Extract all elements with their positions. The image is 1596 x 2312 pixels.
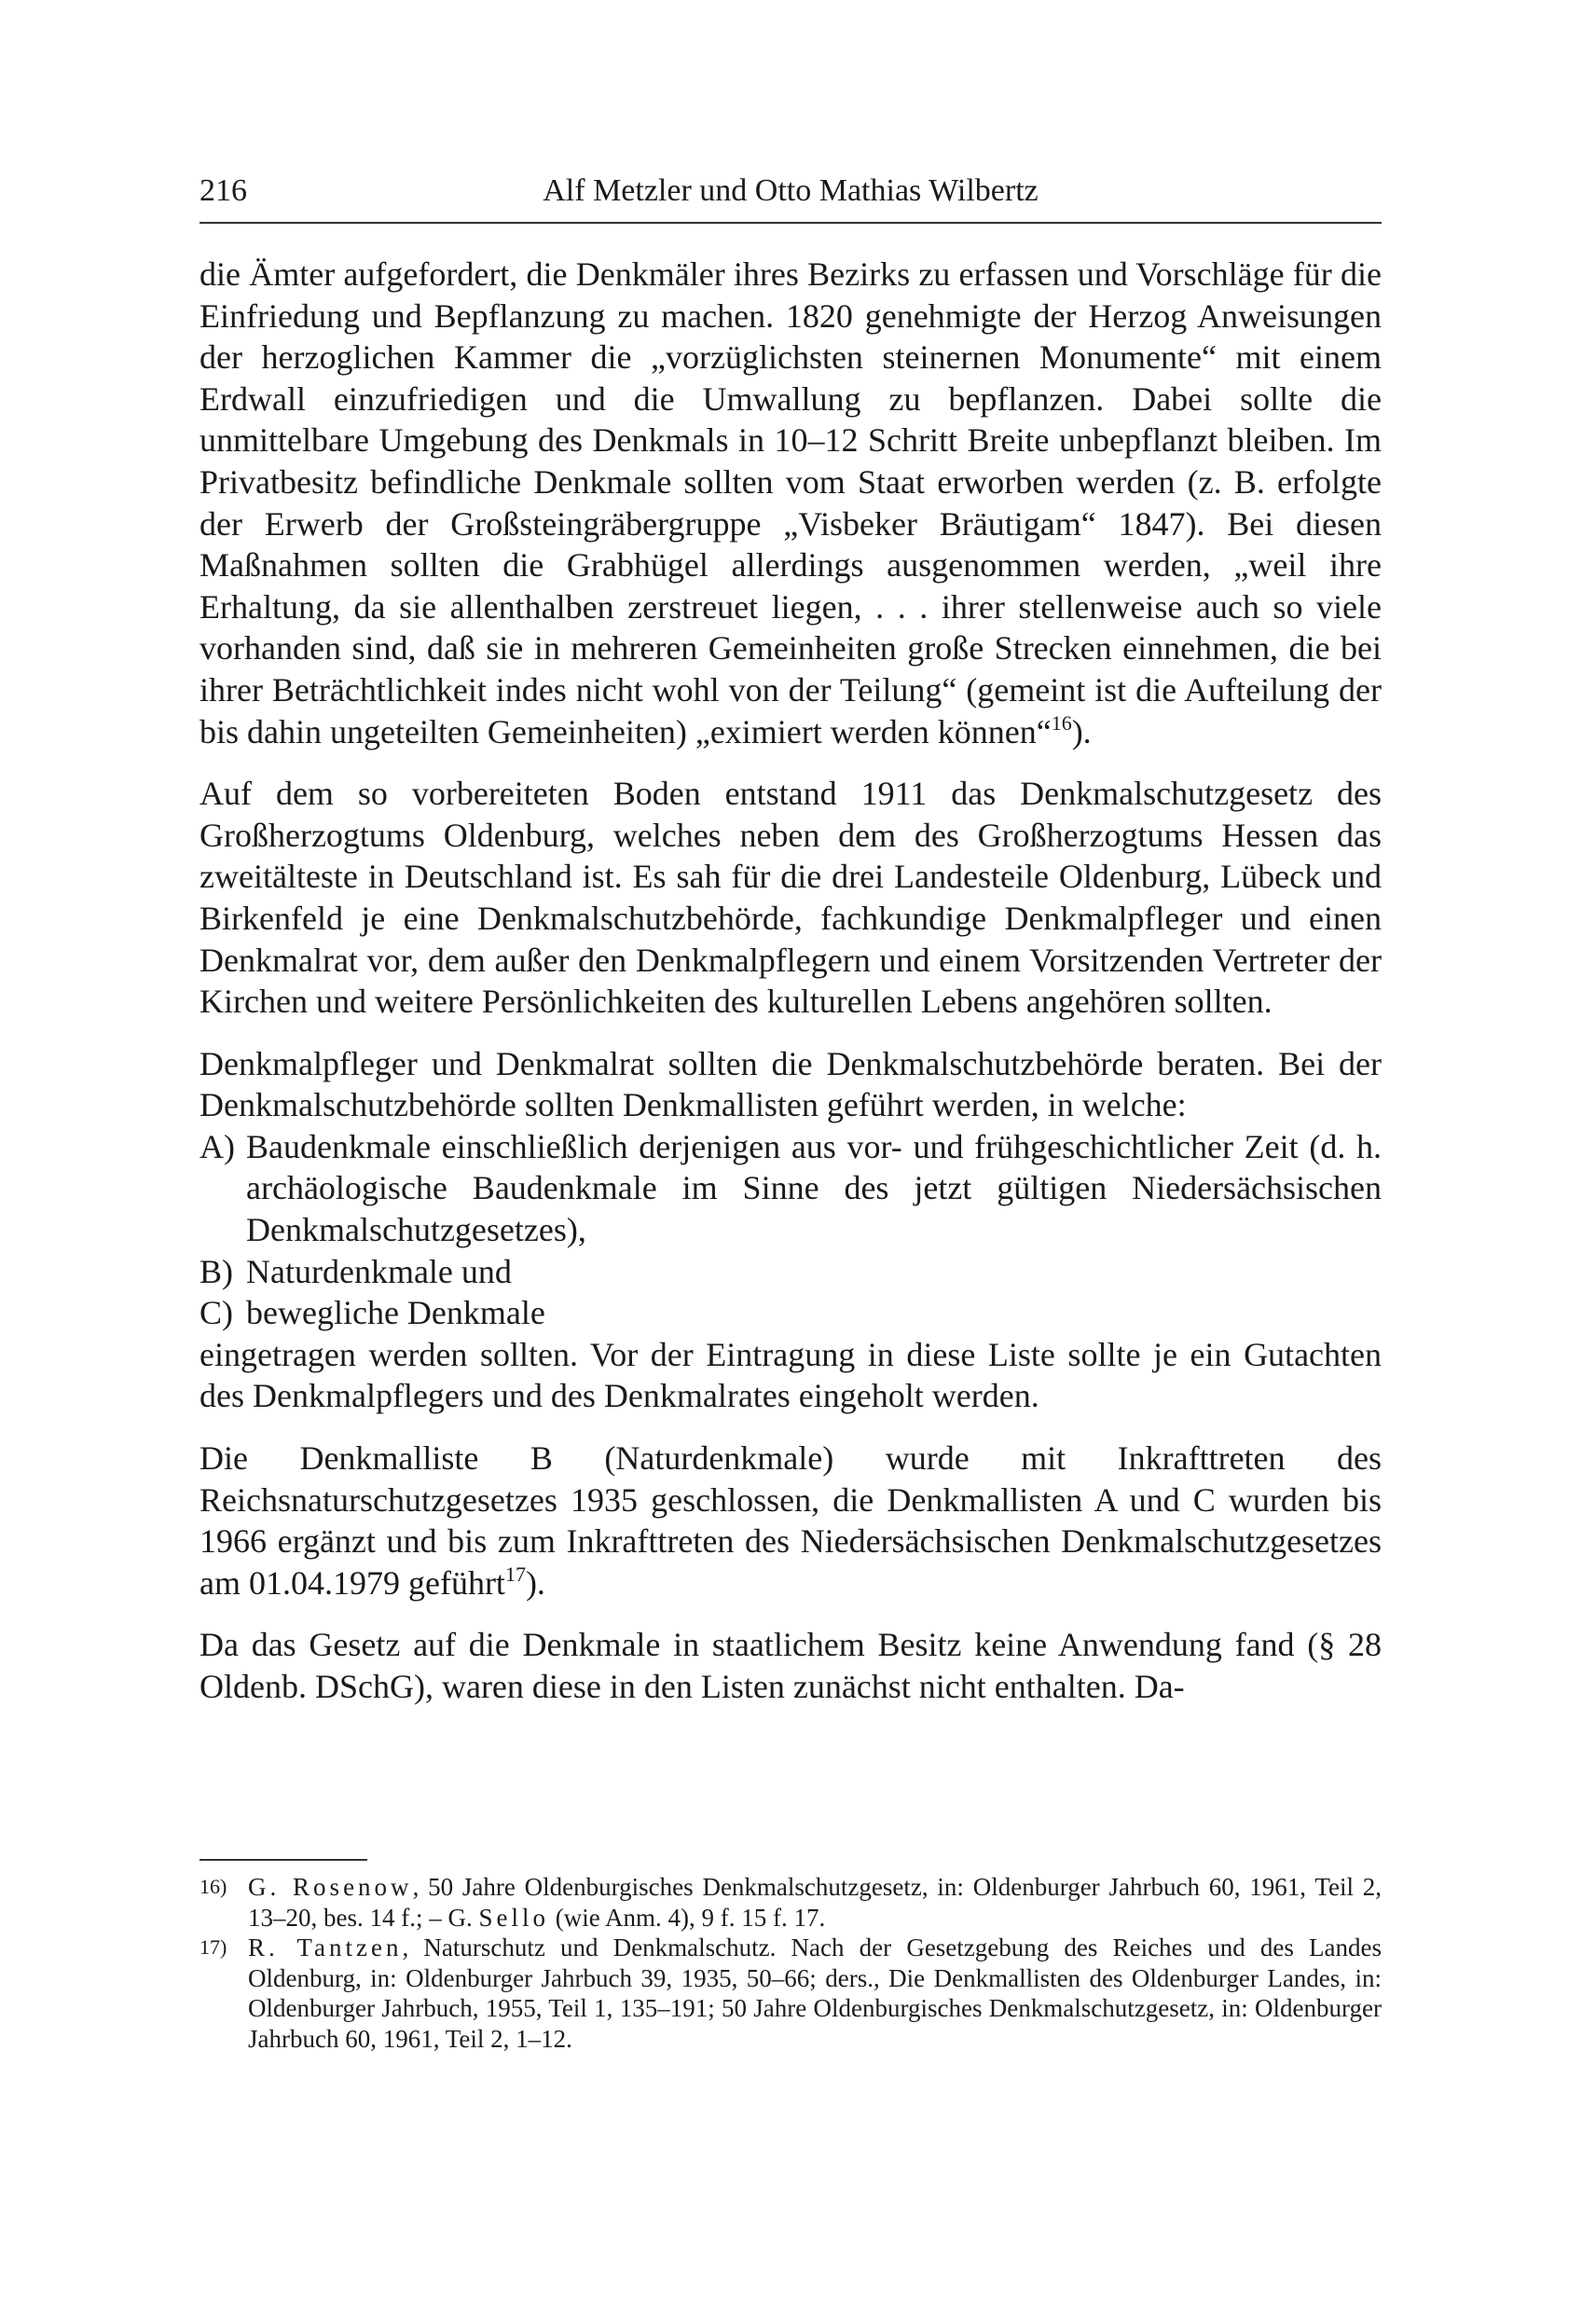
list-item-text: bewegliche Denkmale (246, 1294, 545, 1332)
footnote-rule (200, 1859, 367, 1861)
list-marker: C) (200, 1294, 233, 1332)
footnote-ref-16: 16 (1051, 710, 1072, 735)
footnote-ref-17: 17 (504, 1562, 526, 1586)
footnotes (200, 1872, 1382, 2054)
footnote-17 (200, 1933, 1382, 2054)
page-number: 216 (200, 173, 247, 208)
footnote-text: , Naturschutz und Denkmalschutz. Nach der Gesetzgebung des Reiches und des Landes Oldenburg, in: Oldenburger Jahrbuch 39, 1935, 50–66; ders., Die Denkmallisten des Oldenburger Landes, in: Oldenburger Jahrbuch, 1955, Teil 1, 135–191; 50 Jahre Oldenburgisches Denkmalschutzgesetz, in: Oldenburger Jahrbuch 60, 1961, Teil 2, 1–12. (248, 1934, 1382, 2053)
footnote-author: G. Rosenow (248, 1873, 413, 1901)
paragraph-5 (200, 1438, 1382, 1603)
footnote-text: (wie Anm. 4), 9 f. 15 f. 17. (549, 1903, 826, 1932)
paragraph-6: Da das Gesetz auf die Denkmale in staatlichem Besitz keine Anwendung fand (§ 28 Oldenb. DSchG), waren diese in den Listen zunächst nicht enthalten. Da- (200, 1626, 1382, 1705)
footnote-marker: 16) (200, 1875, 227, 1898)
paragraph-1 (200, 254, 1382, 752)
list-item-text: Baudenkmale einschließlich derjenigen aus vor- und frühgeschichtlicher Zeit (d. h. archäologische Baudenkmale im Sinne des jetzt gültigen Niedersächsischen Denkmalschutzgesetzes), (246, 1127, 1382, 1249)
paragraph-1-text: die Ämter aufgefordert, die Denkmäler ihres Bezirks zu erfassen und Vorschläge für die Einfriedung und Bepflanzung zu machen. 1820 genehmigte der Herzog Anweisungen der herzoglichen Kammer die „vorzüglichsten steinernen Monumente“ mit einem Erdwall einzufriedigen und die Umwallung zu bepflanzen. Dabei sollte die unmittelbare Umgebung des Denkmals in 10–12 Schritt Breite unbepflanzt bleiben. Im Privatbesitz befindliche Denkmale sollten vom Staat erworben werden (z. B. erfolgte der Erwerb der Großsteingräbergruppe „Visbeker Bräutigam“ 1847). Bei diesen Maßnahmen sollten die Grabhügel allerdings ausgenommen werden, „weil ihre Erhaltung, da sie allenthalben zerstreuet liegen, . . . ihrer stellenweise auch so viele vorhanden sind, daß sie in mehreren Gemeinheiten große Strecken einnehmen, die bei ihrer Beträchtlichkeit indes nicht wohl von der Teilung“ (gemeint ist die Aufteilung der bis dahin ungeteilten Gemeinheiten) „eximiert werden können“ (200, 255, 1382, 750)
footnote-text: , 50 Jahre Oldenburgisches Denkmalschutzgesetz, in: Oldenburger Jahrbuch 60, 1961, Teil 2, 13–20, bes. 14 f.; – G. (248, 1873, 1383, 1932)
list-marker: B) (200, 1252, 233, 1290)
monument-list (200, 1126, 1382, 1334)
running-head-author: Alf Metzler und Otto Mathias Wilbertz (543, 173, 1039, 208)
footnote-author: Sello (478, 1903, 549, 1932)
paragraph-3: Denkmalpfleger und Denkmalrat sollten die Denkmalschutzbehörde beraten. Bei der Denkmalschutzbehörde sollten Denkmallisten geführt werden, in welche: (200, 1044, 1382, 1124)
body-text (200, 254, 1382, 1728)
footnote-author: R. Tantzen (248, 1934, 403, 1961)
footnote-marker: 17) (200, 1935, 227, 1959)
list-item-text: Naturdenkmale und (246, 1252, 512, 1290)
header-rule (200, 222, 1382, 224)
list-marker: A) (200, 1127, 235, 1165)
paragraph-1-end: ). (1071, 712, 1092, 750)
paragraph-5-end: ). (525, 1563, 545, 1602)
running-head (200, 172, 1382, 219)
list-item (200, 1126, 1382, 1251)
footnote-16 (200, 1872, 1382, 1933)
paragraph-4: eingetragen werden sollten. Vor der Eintragung in diese Liste sollte je ein Gutachten des Denkmalpflegers und des Denkmalrates eingeholt werden. (200, 1335, 1382, 1415)
list-item (200, 1292, 1382, 1334)
paragraph-2: Auf dem so vorbereiteten Boden entstand 1911 das Denkmalschutzgesetz des Großherzogtums Oldenburg, welches neben dem des Großherzogtums Hessen das zweitälteste in Deutschland ist. Es sah für die drei Landesteile Oldenburg, Lübeck und Birkenfeld je eine Denkmalschutzbehörde, fachkundige Denkmalpfleger und einen Denkmalrat vor, dem außer den Denkmalpflegern und einem Vorsitzenden Vertreter der Kirchen und weitere Persönlichkeiten des kulturellen Lebens angehören sollten. (200, 775, 1382, 1021)
paragraph-5-text: Die Denkmalliste B (Naturdenkmale) wurde mit Inkrafttreten des Reichsnaturschutzgesetzes 1935 geschlossen, die Denkmallisten A und C wurden bis 1966 ergänzt und bis zum Inkrafttreten des Niedersächsischen Denkmalschutzgesetzes am 01.04.1979 geführt (200, 1439, 1382, 1602)
list-item (200, 1251, 1382, 1293)
